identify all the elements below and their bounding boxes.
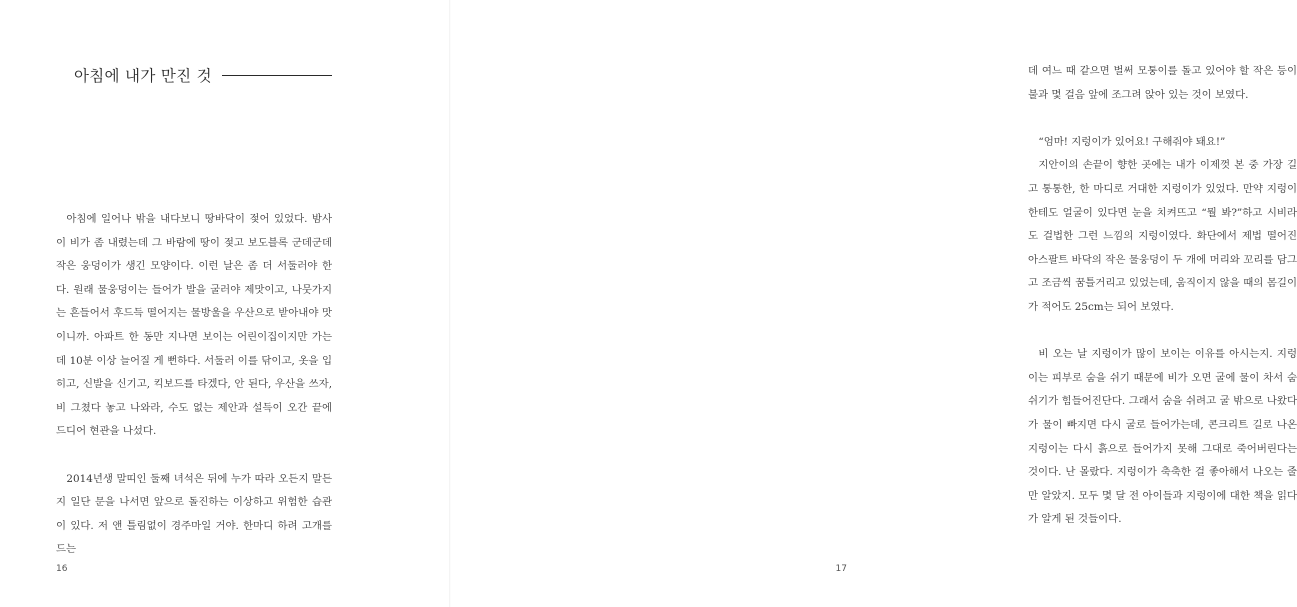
page-number: 17	[835, 564, 847, 574]
right-page-body	[1028, 60, 1297, 532]
paragraph: 아침에 일어나 밖을 내다보니 땅바닥이 젖어 있었다. 밤사이 비가 좀 내렸는데 그 바람에 땅이 젖고 보도블록 군데군데 작은 웅덩이가 생긴 모양이다. 이런 날은 좀 더 서둘러야 한다. 원래 물웅덩이는 들어가 발을 굴러야 제맛이고, 나뭇가지는 흔들어서 후드득 떨어지는 물방울을 우산으로 받아내야 맛이니까. 아파트 한 동만 지나면 보이는 어린이집이지만 가는 데 10분 이상 늘어질 게 뻔하다. 서둘러 이를 닦이고, 옷을 입히고, 신발을 신기고, 킥보드를 타겠다, 안 된다, 우산을 쓰자, 비 그쳤다 놓고 나와라, 수도 없는 제안과 설득이 오간 끝에 드디어 현관을 나섰다.	[56, 213, 332, 438]
chapter-heading	[74, 64, 332, 86]
chapter-title: 아침에 내가 만진 것	[74, 67, 212, 85]
dialogue-line: “엄마! 지렁이가 있어요! 구해줘야 돼요!”	[1038, 135, 1226, 148]
left-page-body	[56, 208, 332, 562]
left-page	[0, 0, 450, 607]
paragraph: 지안이의 손끝이 향한 곳에는 내가 이제껏 본 중 가장 길고 통통한, 한 마디로 거대한 지렁이가 있었다. 만약 지렁이한테도 얼굴이 있다면 눈을 치켜뜨고 “뭘 봐?”하고 시비라도 걸법한 그런 느낌의 지렁이였다. 화단에서 제법 떨어진 아스팔트 바닥의 작은 물웅덩이 두 개에 머리와 꼬리를 담그고 조금씩 꿈틀거리고 있었는데, 움직이지 않을 때의 몸길이가 적어도 25cm는 되어 보였다.	[1028, 159, 1297, 313]
right-page	[450, 0, 1297, 607]
paragraph: 비 오는 날 지렁이가 많이 보이는 이유를 아시는지. 지렁이는 피부로 숨을 쉬기 때문에 비가 오면 굴에 물이 차서 숨쉬기가 힘들어진단다. 그래서 숨을 쉬려고 굴 밖으로 나왔다가 물이 빠지면 다시 굴로 들어가는데, 콘크리트 길로 나온 지렁이는 다시 흙으로 들어가지 못해 그대로 죽어버린다는 것이다. 난 몰랐다. 지렁이가 축축한 걸 좋아해서 나오는 줄만 알았지. 모두 몇 달 전 아이들과 지렁이에 대한 책을 읽다가 알게 된 것들이다.	[1028, 348, 1297, 526]
title-rule	[222, 75, 332, 76]
paragraph: 2014년생 말띠인 둘째 녀석은 뒤에 누가 따라 오든지 말든지 일단 문을 나서면 앞으로 돌진하는 이상하고 위험한 습관이 있다. 저 앤 틀림없이 경주마일 거야. 한마디 하려 고개를 드는	[56, 472, 332, 556]
page-number: 16	[56, 564, 68, 574]
paragraph: 데 여느 때 같으면 벌써 모퉁이를 돌고 있어야 할 작은 등이 불과 몇 걸음 앞에 조그려 앉아 있는 것이 보였다.	[1028, 65, 1297, 101]
